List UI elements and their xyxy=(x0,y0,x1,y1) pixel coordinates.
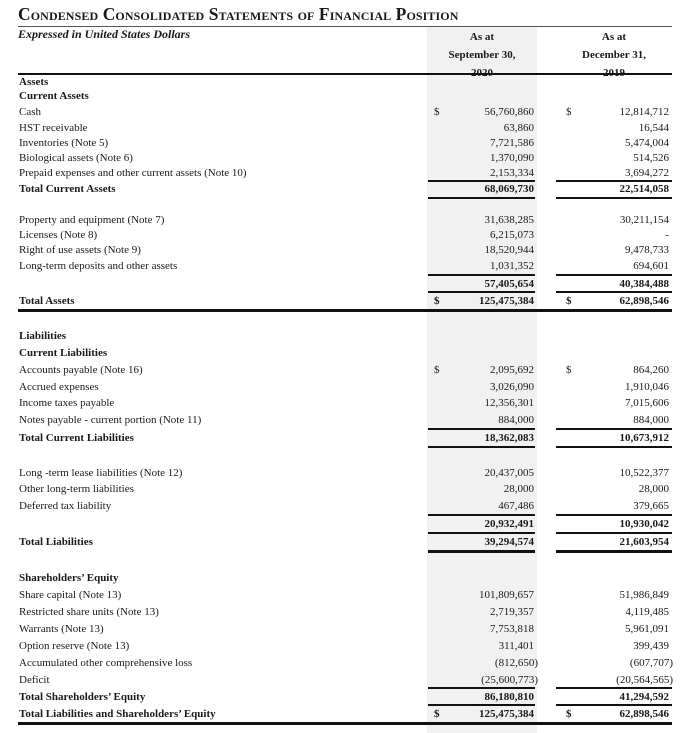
row-label: Other long-term liabilities xyxy=(19,483,134,495)
row-label: Long -term lease liabilities (Note 12) xyxy=(19,467,183,479)
table-row xyxy=(0,672,696,688)
total-rule xyxy=(556,550,672,553)
value-2020: 7,721,586 xyxy=(490,137,534,149)
value-2020: 39,294,574 xyxy=(484,536,534,548)
currency-note: Expressed in United States Dollars xyxy=(18,27,191,41)
row-label: Income taxes payable xyxy=(19,397,115,409)
value-2019: 30,211,154 xyxy=(619,214,669,226)
total-rule xyxy=(428,550,535,553)
table-row xyxy=(0,412,696,428)
value-2019: 5,474,004 xyxy=(625,137,669,149)
table-row xyxy=(0,465,696,481)
value-2020: 28,000 xyxy=(503,483,534,495)
table-row xyxy=(0,587,696,603)
currency-symbol: $ xyxy=(566,708,572,720)
table-row xyxy=(0,481,696,497)
value-2020: 86,180,810 xyxy=(484,691,534,703)
row-label: Restricted share units (Note 13) xyxy=(19,606,159,618)
value-2019: 21,603,954 xyxy=(619,536,669,548)
section-heading-liabilities xyxy=(0,328,696,344)
row-label: Total Liabilities and Shareholders’ Equity xyxy=(19,708,216,720)
currency-symbol: $ xyxy=(566,106,572,118)
total-row-assets xyxy=(0,293,696,309)
table-row xyxy=(0,379,696,395)
value-2020: 12,356,301 xyxy=(484,397,534,409)
value-2020: 3,026,090 xyxy=(490,381,534,393)
value-2019: 28,000 xyxy=(638,483,669,495)
row-label: Prepaid expenses and other current assets (Note 10) xyxy=(19,167,247,179)
value-2020: 63,860 xyxy=(503,122,534,134)
row-label: Long-term deposits and other assets xyxy=(19,260,178,272)
row-label: HST receivable xyxy=(19,122,88,134)
value-2019: 399,439 xyxy=(633,640,669,652)
value-2020: 68,069,730 xyxy=(484,183,534,195)
value-2020: 2,719,357 xyxy=(490,606,534,618)
row-label: Biological assets (Note 6) xyxy=(19,152,133,164)
value-2019: 12,814,712 xyxy=(619,106,669,118)
grand-total-rule xyxy=(18,722,672,725)
table-row xyxy=(0,655,696,671)
currency-symbol: $ xyxy=(566,295,572,307)
total-rule xyxy=(428,197,535,199)
row-label: Total Current Assets xyxy=(19,183,116,195)
value-2020: 31,638,285 xyxy=(484,214,534,226)
value-2019: 62,898,546 xyxy=(619,295,669,307)
value-2019: 51,986,849 xyxy=(619,589,669,601)
column-header-line: As at xyxy=(469,31,495,43)
column-header-line: As at xyxy=(601,31,627,43)
value-2020: 125,475,384 xyxy=(479,295,534,307)
value-2019: 379,665 xyxy=(633,500,669,512)
table-row xyxy=(0,165,696,181)
row-label: Licenses (Note 8) xyxy=(19,229,98,241)
value-2020: 1,370,090 xyxy=(490,152,534,164)
column-header-line: December 31, xyxy=(582,49,646,61)
value-2020: 1,031,352 xyxy=(490,260,534,272)
table-row xyxy=(0,395,696,411)
table-row xyxy=(0,258,696,274)
table-row xyxy=(0,135,696,151)
row-label: Deficit xyxy=(19,674,50,686)
table-row xyxy=(0,638,696,654)
total-assets-rule xyxy=(18,309,672,312)
row-label: Accounts payable (Note 16) xyxy=(19,364,143,376)
total-row-liabilities xyxy=(0,534,696,550)
value-2019: 9,478,733 xyxy=(625,244,669,256)
total-row-current-assets xyxy=(0,181,696,197)
value-2020: 467,486 xyxy=(498,500,534,512)
value-2019: 3,694,272 xyxy=(625,167,669,179)
table-row xyxy=(0,227,696,243)
value-2020: 125,475,384 xyxy=(479,708,534,720)
section-heading-equity xyxy=(0,570,696,586)
row-label: Shareholders’ Equity xyxy=(19,572,119,584)
value-2019: 884,000 xyxy=(633,414,669,426)
value-2019: 62,898,546 xyxy=(619,708,669,720)
value-2019: 4,119,485 xyxy=(625,606,669,618)
row-label: Notes payable - current portion (Note 11) xyxy=(19,414,202,426)
value-2019: (607,707) xyxy=(629,657,673,669)
row-label: Accumulated other comprehensive loss xyxy=(19,657,193,669)
currency-symbol: $ xyxy=(566,364,572,376)
value-2019: 864,260 xyxy=(633,364,669,376)
row-label: Property and equipment (Note 7) xyxy=(19,214,165,226)
row-label: Option reserve (Note 13) xyxy=(19,640,130,652)
total-rule xyxy=(556,446,672,448)
subtotal-row-noncurrent-assets xyxy=(0,276,696,292)
currency-symbol: $ xyxy=(434,708,440,720)
subheading-current-liabilities xyxy=(0,345,696,361)
subheading-current-assets xyxy=(0,88,696,104)
row-label: Share capital (Note 13) xyxy=(19,589,122,601)
row-label: Warrants (Note 13) xyxy=(19,623,104,635)
value-2019: 5,961,091 xyxy=(625,623,669,635)
value-2020: 20,437,005 xyxy=(484,467,534,479)
value-2019: 16,544 xyxy=(638,122,669,134)
subtotal-row-noncurrent-liabilities xyxy=(0,516,696,532)
value-2020: 2,095,692 xyxy=(490,364,534,376)
total-row-equity xyxy=(0,689,696,705)
row-label: Cash xyxy=(19,106,41,118)
table-row xyxy=(0,362,696,378)
value-2020: 56,760,860 xyxy=(484,106,534,118)
value-2019: 10,930,042 xyxy=(619,518,669,530)
row-label: Liabilities xyxy=(19,330,67,342)
value-2019: - xyxy=(665,229,669,241)
value-2019: 7,015,606 xyxy=(625,397,669,409)
value-2019: 1,910,046 xyxy=(625,381,669,393)
value-2019: 40,384,488 xyxy=(619,278,669,290)
document-title: Condensed Consolidated Statements of Financial Position xyxy=(18,4,459,24)
value-2019: 10,522,377 xyxy=(619,467,669,479)
value-2020: 311,401 xyxy=(498,640,534,652)
value-2020: 6,215,073 xyxy=(490,229,534,241)
grand-total-row xyxy=(0,706,696,722)
value-2020: 18,520,944 xyxy=(484,244,534,256)
row-label: Total Assets xyxy=(19,295,75,307)
currency-symbol: $ xyxy=(434,295,440,307)
row-label: Deferred tax liability xyxy=(19,500,112,512)
table-row xyxy=(0,120,696,136)
value-2020: (25,600,773) xyxy=(481,674,538,686)
row-label: Current Liabilities xyxy=(19,347,108,359)
table-row xyxy=(0,604,696,620)
value-2020: 2,153,334 xyxy=(490,167,534,179)
row-label: Total Shareholders’ Equity xyxy=(19,691,146,703)
value-2019: 41,294,592 xyxy=(619,691,669,703)
value-2020: (812,650) xyxy=(494,657,538,669)
table-row xyxy=(0,104,696,120)
table-row xyxy=(0,242,696,258)
value-2020: 20,932,491 xyxy=(484,518,534,530)
value-2019: 10,673,912 xyxy=(619,432,669,444)
value-2019: 22,514,058 xyxy=(619,183,669,195)
row-label: Total Current Liabilities xyxy=(19,432,134,444)
value-2020: 57,405,654 xyxy=(484,278,534,290)
row-label: Accrued expenses xyxy=(19,381,99,393)
value-2020: 7,753,818 xyxy=(490,623,534,635)
row-label: Assets xyxy=(19,76,49,88)
value-2020: 18,362,083 xyxy=(484,432,534,444)
currency-symbol: $ xyxy=(434,106,440,118)
total-row-current-liabilities xyxy=(0,430,696,446)
table-row xyxy=(0,621,696,637)
value-2019: 694,601 xyxy=(633,260,669,272)
value-2019: 514,526 xyxy=(633,152,669,164)
column-header-line: September 30, xyxy=(448,49,516,61)
table-row xyxy=(0,498,696,514)
row-label: Right of use assets (Note 9) xyxy=(19,244,141,256)
table-row xyxy=(0,212,696,228)
currency-symbol: $ xyxy=(434,364,440,376)
value-2019: (20,564,565) xyxy=(616,674,673,686)
value-2020: 101,809,657 xyxy=(479,589,534,601)
row-label: Current Assets xyxy=(19,90,89,102)
value-2020: 884,000 xyxy=(498,414,534,426)
total-rule xyxy=(556,197,672,199)
row-label: Inventories (Note 5) xyxy=(19,137,109,149)
table-row xyxy=(0,150,696,166)
row-label: Total Liabilities xyxy=(19,536,93,548)
total-rule xyxy=(428,446,535,448)
